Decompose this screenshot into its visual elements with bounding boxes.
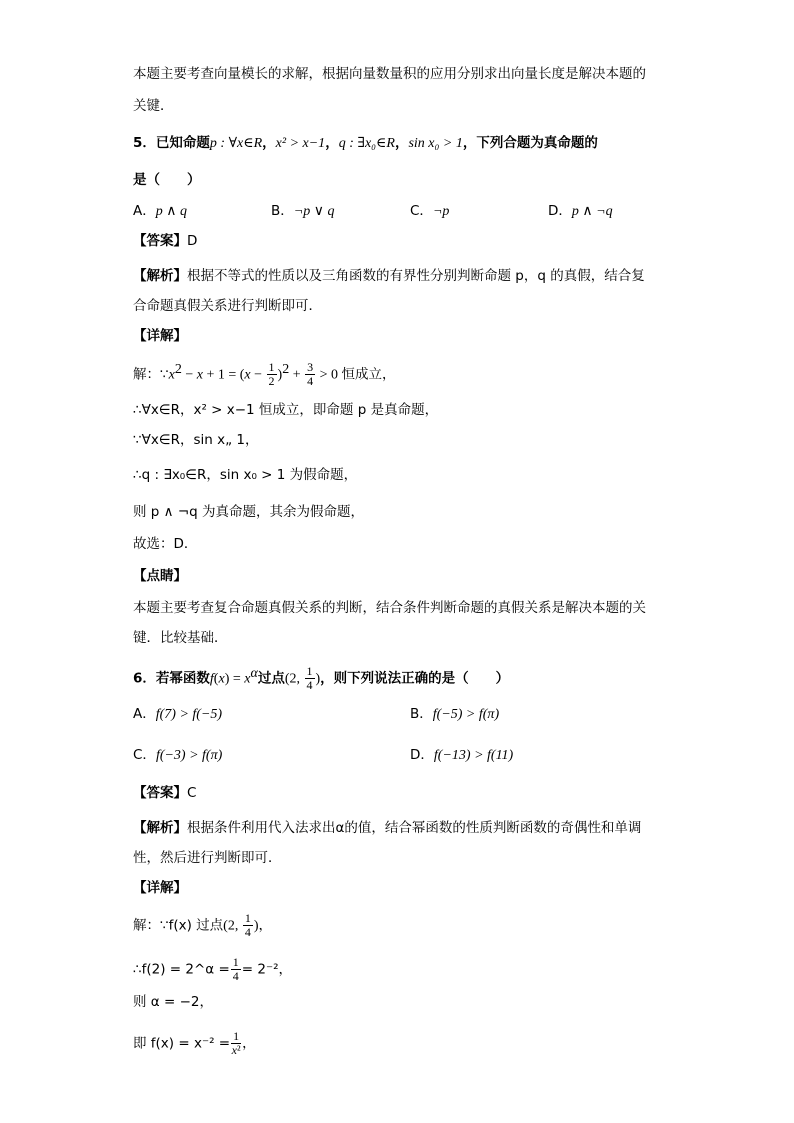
solution-suffix: ， [258, 917, 272, 934]
option-expr: f(−5) > f(π) [432, 707, 500, 722]
q5-solution-2: ∴∀x∈R，x² > x−1 恒成立，即命题 p 是真命题， [133, 402, 439, 418]
q6-option-d [410, 745, 513, 766]
q5-option-b [271, 201, 334, 222]
answer-tag: 【答案】 [133, 785, 187, 801]
q6-detail-tag: 【详解】 [133, 880, 187, 896]
q6-solution-4: 即 f(x) = x⁻² = $\frac{1}{\text{x²}}$ ， [133, 1029, 256, 1057]
q5-comma: ， [262, 135, 276, 151]
option-expr: f(−3) > f(π) [155, 748, 223, 763]
q5-solution-5: 则 p ∧ ¬q 为真命题，其余为假命题， [133, 504, 364, 520]
solution-prefix: 解：∵f(x) 过点 [133, 917, 224, 934]
q5-stem-a: 5．已知命题 [133, 135, 210, 151]
q5-solution-3: ∵∀x∈R，sin x„ 1， [133, 432, 259, 448]
option-label: C． [410, 203, 433, 219]
option-expr: p ∧ ¬q [571, 204, 613, 219]
q6-stem-b: 过点 [257, 670, 285, 687]
solution-suffix: 恒成立， [341, 366, 396, 383]
option-expr: f(−13) > f(11) [433, 748, 514, 763]
q5-comment-2: 键．比较基础． [133, 630, 228, 646]
q6-stem: 6．若幂函数$f(x) = x^\alpha$过点(2, $\frac{1}{4}$ )，则下列说法正确的是（ ） [133, 664, 510, 692]
q5-comment-tag: 【点睛】 [133, 568, 187, 584]
q5-answer [133, 231, 197, 251]
analysis-text: 根据条件利用代入法求出α的值，结合幂函数的性质判断函数的奇偶性和单调 [187, 820, 642, 836]
answer-value: C [187, 785, 197, 801]
option-expr: f(7) > f(−5) [155, 707, 223, 722]
q5-stem [133, 133, 598, 154]
option-expr: ¬p [432, 204, 450, 219]
solution-suffix: = 2⁻²， [241, 961, 292, 978]
option-expr: ¬p ∨ q [293, 204, 335, 219]
analysis-tag: 【解析】 [133, 820, 187, 836]
option-label: C． [133, 747, 156, 763]
solution-suffix: ， [242, 1035, 256, 1052]
q5-detail-tag: 【详解】 [133, 328, 187, 344]
q5-stem-b: ，下列合题为真命题的 [462, 135, 598, 151]
analysis-tag: 【解析】 [133, 268, 187, 284]
option-label: B． [410, 706, 433, 722]
q6-option-a [133, 704, 222, 725]
option-label: A． [133, 706, 156, 722]
q5-ineq2: sin x₀ > 1 [408, 136, 463, 151]
q5-solution-1: 解：$\because x^2 - x + 1 = (x$ − $\frac{1}{2}$ )$^2$ + $\frac{3}{4}$ > 0 恒成立， [133, 360, 396, 388]
q6-solution-1: 解：∵f(x) 过点(2, $\frac{1}{4}$ )， [133, 911, 272, 939]
analysis-text: 根据不等式的性质以及三角函数的有界性分别判断命题 p，q 的真假，结合复 [187, 268, 645, 284]
solution-prefix: 即 f(x) = x⁻² = [133, 1035, 231, 1052]
q6-analysis-1 [133, 818, 641, 838]
answer-value: D [187, 233, 198, 249]
q5-q-def: q : ∃x₀∈R [338, 136, 395, 151]
q5-analysis-2: 合命题真假关系进行判断即可． [133, 298, 322, 314]
intro-line-1: 本题主要考查向量模长的求解，根据向量数量积的应用分别求出向量长度是解决本题的 [133, 66, 646, 82]
option-label: B． [271, 203, 294, 219]
q5-comma: ， [325, 135, 339, 151]
q5-comment-1: 本题主要考查复合命题真假关系的判断，结合条件判断命题的真假关系是解决本题的关 [133, 600, 646, 616]
q5-p-def: p : ∀x∈R [209, 136, 263, 151]
q5-solution-4: ∴q : ∃x₀∈R，sin x₀ > 1 为假命题， [133, 467, 358, 483]
option-label: A． [133, 203, 156, 219]
q6-stem-c: ，则下列说法正确的是（ ） [320, 670, 510, 687]
option-expr: p ∧ q [155, 204, 187, 219]
solution-prefix: ∴f(2) = 2^α = [133, 961, 230, 978]
q6-solution-2: ∴f(2) = 2^α = $\frac{1}{4}$ = 2⁻²， [133, 955, 292, 983]
q5-comma: ， [394, 135, 409, 151]
q5-stem-c: 是（ ） [133, 172, 201, 188]
q6-option-c [133, 745, 222, 766]
intro-line-2: 关键． [133, 98, 174, 114]
option-label: D． [548, 203, 572, 219]
q6-option-b [410, 704, 499, 725]
q5-ineq1: x² > x−1 [275, 136, 326, 151]
q6-answer [133, 783, 196, 803]
q5-option-c [410, 201, 449, 222]
q6-solution-3: 则 α = −2， [133, 994, 213, 1010]
q5-option-a [133, 201, 187, 222]
answer-tag: 【答案】 [133, 233, 187, 249]
q6-analysis-2: 性，然后进行判断即可． [133, 850, 282, 866]
option-label: D． [410, 747, 434, 763]
q5-option-d [548, 201, 613, 222]
solution-prefix: 解：∵ [133, 366, 169, 383]
q5-analysis-1 [133, 266, 645, 286]
q5-solution-6: 故选：D． [133, 536, 198, 552]
q6-stem-a: 6．若幂函数 [133, 670, 210, 687]
